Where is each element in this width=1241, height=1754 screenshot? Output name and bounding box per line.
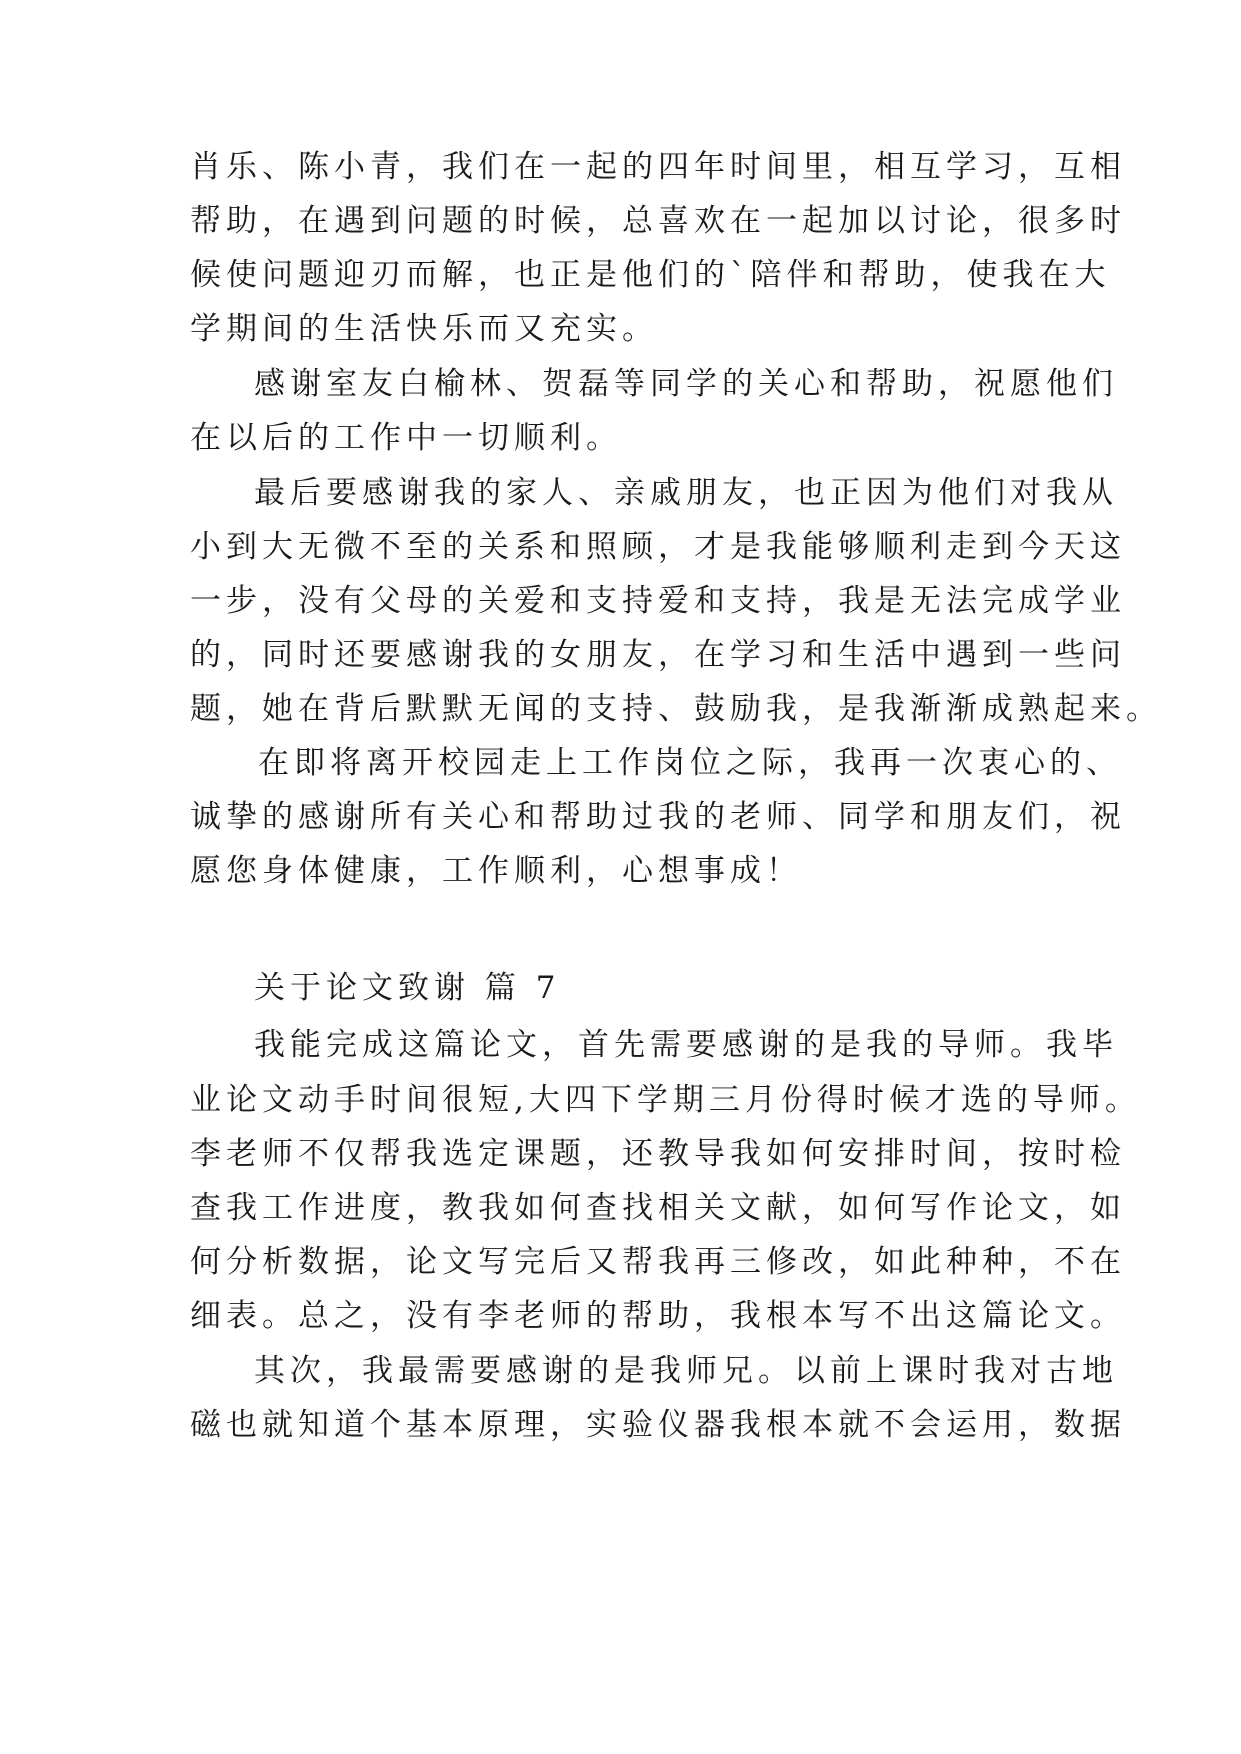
paragraph-line: 何分析数据，论文写完后又帮我再三修改，如此种种，不在 <box>190 1244 1126 1280</box>
paragraph-line: 题，她在背后默默无闻的支持、鼓励我，是我渐渐成熟起来。 <box>190 691 1162 727</box>
paragraph-line: 帮助，在遇到问题的时候，总喜欢在一起加以讨论，很多时 <box>190 203 1126 239</box>
paragraph-line: 我能完成这篇论文，首先需要感谢的是我的导师。我毕 <box>254 1027 1118 1063</box>
paragraph-line: 一步，没有父母的关爱和支持爱和支持，我是无法完成学业 <box>190 583 1126 619</box>
paragraph-line: 查我工作进度，教我如何查找相关文献，如何写作论文，如 <box>190 1190 1126 1226</box>
paragraph-line: 磁也就知道个基本原理，实验仪器我根本就不会运用，数据 <box>190 1407 1126 1443</box>
paragraph-line: 其次，我最需要感谢的是我师兄。以前上课时我对古地 <box>254 1353 1118 1389</box>
paragraph-line: 业论文动手时间很短,大四下学期三月份得时候才选的导师。 <box>190 1082 1141 1118</box>
paragraph-line: 在以后的工作中一切顺利。 <box>190 420 622 456</box>
paragraph-line: 肖乐、陈小青，我们在一起的四年时间里，相互学习，互相 <box>190 149 1126 185</box>
paragraph-line: 在即将离开校园走上工作岗位之际，我再一次衷心的、 <box>258 745 1122 781</box>
paragraph-line: 愿您身体健康，工作顺利，心想事成！ <box>190 853 802 889</box>
paragraph-line: 的，同时还要感谢我的女朋友，在学习和生活中遇到一些问 <box>190 637 1126 673</box>
paragraph-line: 诚挚的感谢所有关心和帮助过我的老师、同学和朋友们，祝 <box>190 799 1126 835</box>
paragraph-line: 小到大无微不至的关系和照顾，才是我能够顺利走到今天这 <box>190 529 1126 565</box>
section-heading: 关于论文致谢 篇 7 <box>254 970 561 1006</box>
paragraph-line: 李老师不仅帮我选定课题，还教导我如何安排时间，按时检 <box>190 1136 1126 1172</box>
paragraph-line: 最后要感谢我的家人、亲戚朋友，也正因为他们对我从 <box>254 475 1118 511</box>
paragraph-line: 感谢室友白榆林、贺磊等同学的关心和帮助，祝愿他们 <box>254 366 1118 402</box>
paragraph-line: 学期间的生活快乐而又充实。 <box>190 311 658 347</box>
paragraph-line: 细表。总之，没有李老师的帮助，我根本写不出这篇论文。 <box>190 1298 1126 1334</box>
paragraph-line: 候使问题迎刃而解，也正是他们的`陪伴和帮助，使我在大 <box>190 257 1111 293</box>
